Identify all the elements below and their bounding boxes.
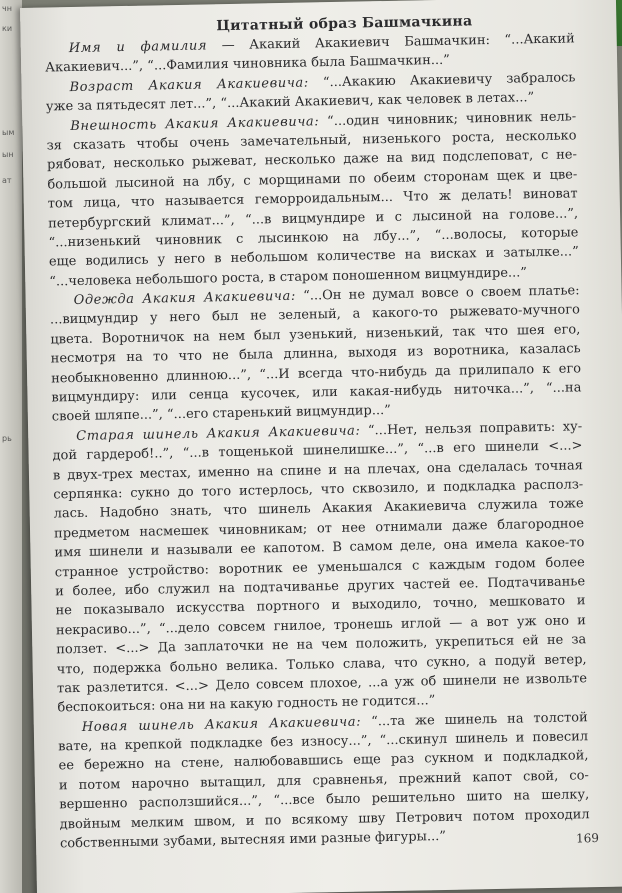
paragraph-line: ползет. <...> Да заплаточки не на чем положить, укрепиться ей не за: [56, 632, 587, 658]
left-page-fragment: ат: [2, 176, 12, 185]
paragraph-line: петербургский климат...”, “...в вицмундире и с лысиной на голове...”,: [47, 205, 579, 232]
paragraph-line: серпянка: сукно до того истерлось, что сквозило, и подкладка располз-: [53, 477, 584, 503]
page-number: 169: [575, 831, 600, 846]
paragraph-line: что, подержка больно велика. Только слава, что сукно, а подуй ветер,: [56, 651, 587, 677]
paragraph-line: и потом нарочно вытащил, для сравненья, прежний капот свой, со-: [58, 768, 589, 794]
line-text: “...Он не думал вовсе о своем платье:: [295, 283, 580, 304]
line-text: “...та же шинель на толстой: [360, 709, 588, 730]
paragraph-line: предметом насмешек чиновникам; от нее отнимали даже благородное: [53, 516, 585, 542]
paragraph-line: в двух-трех местах, именно на спине и на плечах, она сделалась точная: [52, 457, 584, 484]
paragraph-line: Акакиевич...”, “...Фамилия чиновника была Башмачкин...”: [45, 53, 451, 76]
left-page-fragment: рь: [2, 434, 12, 443]
left-page-fragment: ки: [2, 24, 13, 33]
paragraph-line: вате, на крепкой подкладке без износу...”, “...скинул шинель и повесил: [58, 729, 589, 755]
section-heading: Внешность Акакия Акакиевича:: [70, 113, 320, 134]
paragraph-line: собственными зубами, вытесняя ими разные фигуры...”: [59, 828, 447, 852]
line-text: “...один чиновник; чиновник нель-: [319, 108, 577, 129]
paragraph-line: цвета. Воротничок на нем был узенький, низенький, так что шея его,: [50, 322, 581, 348]
paragraph-line: имя шинели и называли ее капотом. В самом деле, она имела какое-то: [54, 535, 585, 561]
paragraph-line: не показывало искусства портного и выходило, точно, мешковато и: [55, 593, 586, 619]
page-title: Цитатный образ Башмачкина: [216, 13, 473, 35]
paragraph-line: зя сказать чтобы очень замечательный, низенького роста, несколько: [46, 128, 577, 154]
paragraph-line: дой гардероб!..”, “...в тощенькой шинелишке...”, “...в его шинели <...>: [52, 438, 583, 464]
book-page: [20, 0, 622, 893]
paragraph-line: “...низенький чиновник с лысинкою на лбу...”, “...волосы, которые: [48, 225, 579, 251]
paragraph-line: несмотря на то что не была длинна, выходя из воротника, казалась: [50, 341, 581, 367]
left-page-fragment: чн: [2, 4, 12, 13]
section-heading: Возраст Акакия Акакиевича:: [69, 75, 309, 95]
section-heading: Старая шинель Акакия Акакиевича:: [76, 423, 361, 444]
paragraph-line: лась. Надобно знать, что шинель Акакия Акакиевича служила тоже: [53, 496, 584, 522]
paragraph-line: “...человека небольшого роста, в старом поношенном вицмундире...”: [49, 265, 528, 290]
paragraph-line: так разлетится. <...> Дело совсем плохое, ...а уж об шинели не извольте: [56, 671, 588, 697]
paragraph-line: большой лысиной на лбу, с морщинами по обеим сторонам щек и цве-: [47, 167, 578, 193]
paragraph-line: вершенно расползшийся...”, “...все было решительно шито на шелку,: [59, 787, 590, 813]
line-text: — Акакий Акакиевич Башмачкин: “...Акакий: [206, 31, 575, 54]
left-page-fragment: ым: [2, 128, 15, 137]
paragraph-line: странное устройство: воротник ее уменьшался с каждым годом более: [54, 554, 585, 580]
page-text: [44, 11, 590, 853]
paragraph-line: том лица, что называется геморроидальным... Что ж делать! виноват: [47, 186, 578, 212]
paragraph-line: и более, ибо служил на подтачиванье других частей ее. Подтачиванье: [55, 574, 586, 600]
left-page-edge: [0, 0, 22, 893]
paragraph-line: рябоват, несколько рыжеват, несколько даже на вид подслеповат, с не-: [46, 147, 578, 173]
paragraph-line: ее бережно на стене, налюбовавшись еще раз сукном и подкладкой,: [58, 748, 589, 774]
paragraph-line: своей шляпе...”, “...его старенький вицмундир...”: [51, 403, 391, 425]
left-page-fragment: ын: [2, 150, 14, 159]
paragraph-line: двойным мелким швом, и по всякому шву Петрович потом проходил: [59, 806, 590, 833]
section-heading: Имя и фамилия: [68, 38, 208, 57]
paragraph-line: беспокоиться: она ни на какую годность не годится...”: [57, 693, 436, 716]
section-heading: Новая шинель Акакия Акакиевича:: [81, 714, 362, 735]
paragraph-line: вицмундиру: или сенца кусочек, или какая-нибудь ниточка...”, “...на: [51, 380, 582, 406]
paragraph-line: некрасиво...”, “...дело совсем гнилое, тронешь иглой — а вот уж оно и: [55, 612, 587, 639]
paragraph-line: необыкновенно длинною...”, “...И всегда что-нибудь да прилипало к его: [50, 360, 582, 387]
section-heading: Одежда Акакия Акакиевича:: [73, 288, 297, 309]
line-text: “...Акакию Акакиевичу забралось: [308, 70, 576, 91]
paragraph-line: еще водились у него в небольшом количестве на висках и затылке...”: [48, 244, 579, 270]
line-text: “...Нет, нельзя поправить: ху-: [360, 419, 583, 439]
paragraph-line: уже за пятьдесят лет...”, “...Акакий Акакиевич, как человек в летах...”: [45, 90, 535, 115]
paragraph-line: ...вицмундир у него был не зеленый, а какого-то рыжевато-мучного: [49, 302, 581, 328]
